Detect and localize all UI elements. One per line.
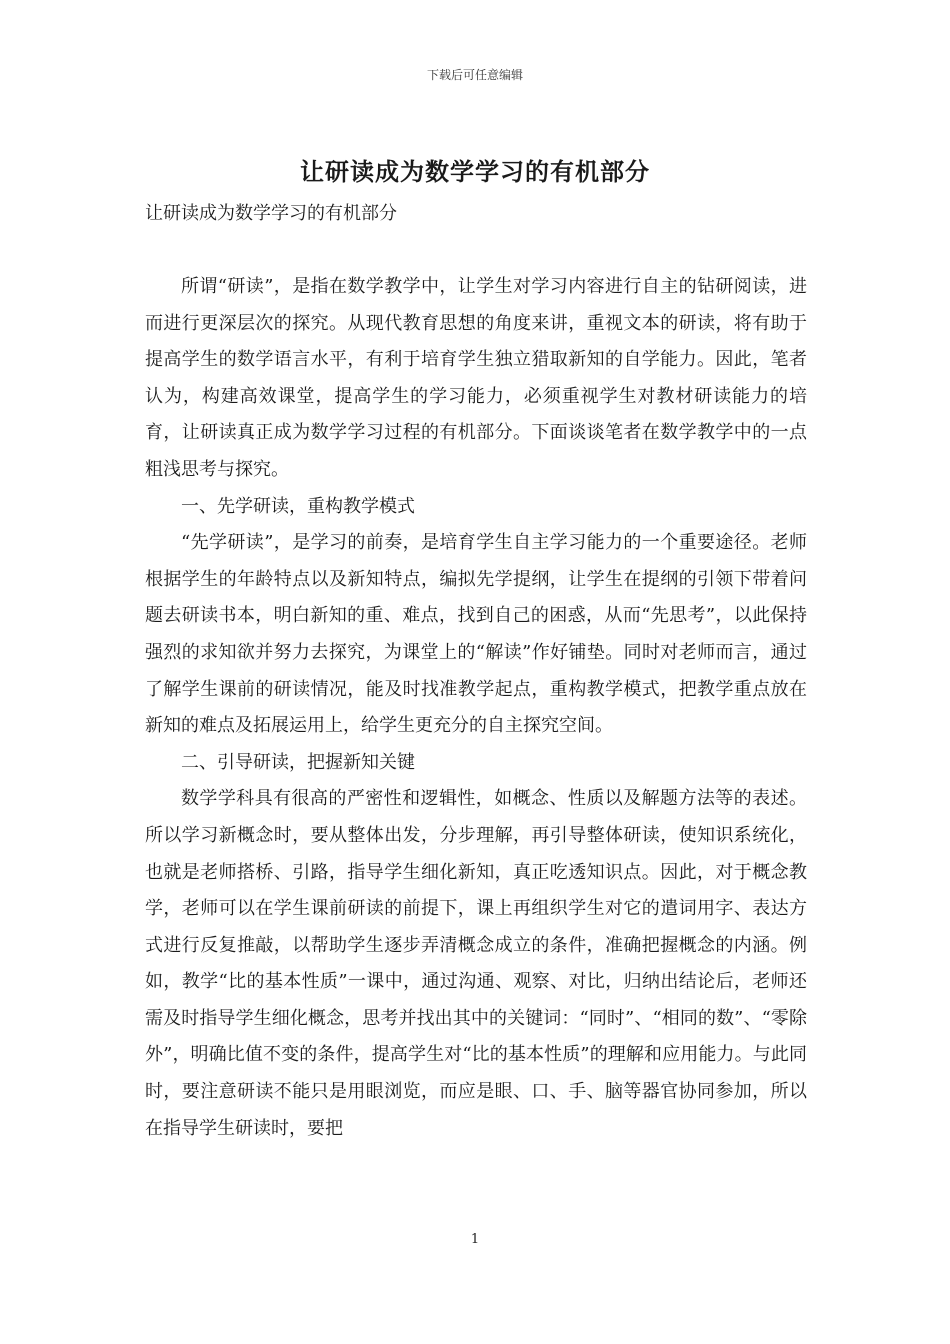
- paragraph-section-2: 数学学科具有很高的严密性和逻辑性，如概念、性质以及解题方法等的表述。所以学习新概念时，要从整体出发，分步理解，再引导整体研读，使知识系统化，也就是老师搭桥、引路，指导学生细化新知，真正吃透知识点。因此，对于概念教学，老师可以在学生课前研读的前提下，课上再组织学生对它的遣词用字、表达方式进行反复推敲，以帮助学生逐步弄清概念成立的条件，准确把握概念的内涵。例如，教学“比的基本性质”一课中，通过沟通、观察、对比，归纳出结论后，老师还需及时指导学生细化概念，思考并找出其中的关键词：“同时”、“相同的数”、“零除外”，明确比值不变的条件，提高学生对“比的基本性质”的理解和应用能力。与此同时，要注意研读不能只是用眼浏览，而应是眼、口、手、脑等器官协同参加，所以在指导学生研读时，要把: [145, 788, 807, 1139]
- document-body: [145, 269, 807, 1147]
- header-note: 下载后可任意编辑: [426, 68, 523, 82]
- section-heading-2: 二、引导研读，把握新知关键: [181, 751, 415, 773]
- paragraph-section-1: “先学研读”，是学习的前奏，是培育学生自主学习能力的一个重要途径。老师根据学生的年龄特点以及新知特点，编拟先学提纲，让学生在提纲的引领下带着问题去研读书本，明白新知的重、难点，找到自己的困惑，从而“先思考”，以此保持强烈的求知欲并努力去探究，为课堂上的“解读”作好铺垫。同时对老师而言，通过了解学生课前的研读情况，能及时找准教学起点，重构教学模式，把教学重点放在新知的难点及拓展运用上，给学生更充分的自主探究空间。: [145, 532, 807, 737]
- paragraph-intro: 所谓“研读”，是指在数学教学中，让学生对学习内容进行自主的钻研阅读，进而进行更深层次的探究。从现代教育思想的角度来讲，重视文本的研读，将有助于提高学生的数学语言水平，有利于培育学生独立猎取新知的自学能力。因此，笔者认为，构建高效课堂，提高学生的学习能力，必须重视学生对教材研读能力的培育，让研读真正成为数学学习过程的有机部分。下面谈谈笔者在数学教学中的一点粗浅思考与探究。: [145, 276, 807, 480]
- document-subtitle: 让研读成为数学学习的有机部分: [145, 203, 397, 224]
- section-heading-1: 一、先学研读，重构教学模式: [181, 495, 415, 517]
- page-title: 让研读成为数学学习的有机部分: [300, 157, 650, 186]
- page-number: 1: [470, 1232, 480, 1247]
